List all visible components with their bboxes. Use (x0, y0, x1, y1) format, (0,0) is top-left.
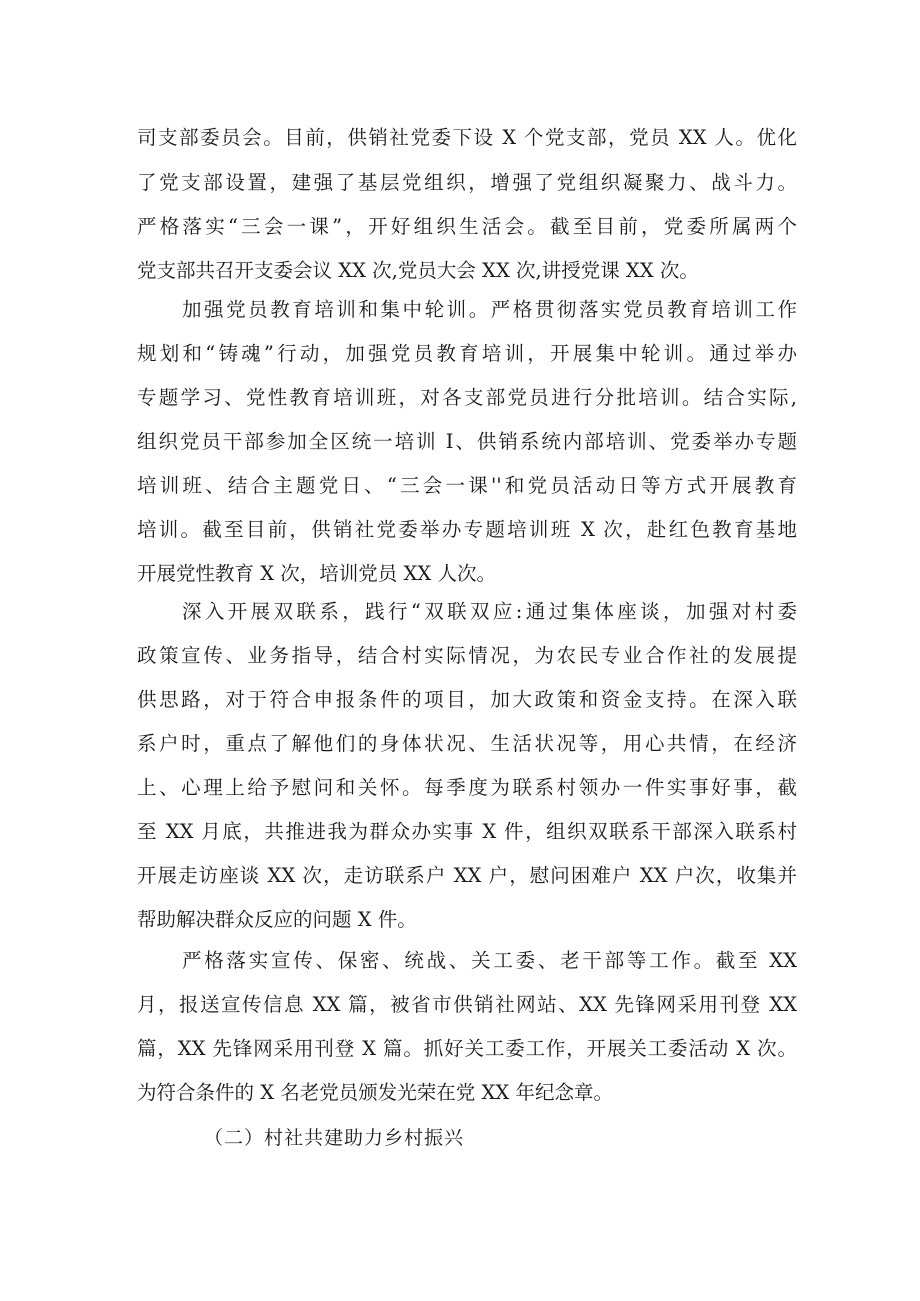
paragraph-2-line-5: 培训班、结合主题党日、“三会一课''和党员活动日等方式开展教育 (137, 474, 797, 497)
paragraph-2-line-7: 开展党性教育 X 次，培训党员 XX 人次。 (137, 562, 496, 585)
section-heading: （二）村社共建助力乡村振兴 (204, 1127, 465, 1149)
paragraph-3-line-7: 开展走访座谈 XX 次，走访联系户 XX 户，慰问困难户 XX 户次，收集并 (137, 864, 797, 887)
paragraph-4-line-4: 为符合条件的 X 名老党员颁发光荣在党 XX 年纪念章。 (137, 1081, 613, 1104)
paragraph-3-line-3: 供思路，对于符合申报条件的项目，加大政策和资金支持。在深入联 (137, 688, 797, 711)
paragraph-4-line-1: 严格落实宣传、保密、统战、关工委、老干部等工作。截至 XX (182, 949, 797, 972)
paragraph-4-line-3: 篇，XX 先锋网采用刊登 X 篇。抓好关工委工作，开展关工委活动 X 次。 (137, 1037, 797, 1060)
paragraph-4-line-2: 月，报送宣传信息 XX 篇，被省市供销社网站、XX 先锋网采用刊登 XX (137, 993, 797, 1016)
paragraph-3-line-5: 上、心理上给予慰问和关怀。每季度为联系村领办一件实事好事，截 (137, 776, 797, 799)
paragraph-3-line-4: 系户时，重点了解他们的身体状况、生活状况等，用心共情，在经济 (137, 732, 797, 755)
paragraph-1-line-3: 严格落实“三会一课”，开好组织生活会。截至目前，党委所属两个 (137, 215, 797, 238)
paragraph-2-line-3: 专题学习、党性教育培训班，对各支部党员进行分批培训。结合实际, (137, 386, 797, 409)
paragraph-3-line-2: 政策宣传、业务指导，结合村实际情况，为农民专业合作社的发展提 (137, 644, 797, 667)
paragraph-1-line-2: 了党支部设置，建强了基层党组织，增强了党组织凝聚力、战斗力。 (137, 171, 797, 194)
paragraph-3-line-6: 至 XX 月底，共推进我为群众办实事 X 件，组织双联系干部深入联系村 (137, 820, 797, 843)
paragraph-2-line-1: 加强党员教育培训和集中轮训。严格贯彻落实党员教育培训工作 (182, 298, 797, 321)
paragraph-3-line-8: 帮助解决群众反应的问题 X 件。 (137, 908, 417, 931)
paragraph-1-line-4: 党支部共召开支委会议 XX 次,党员大会 XX 次,讲授党课 XX 次。 (137, 259, 699, 282)
paragraph-2-line-6: 培训。截至目前，供销社党委举办专题培训班 X 次，赴红色教育基地 (137, 518, 797, 541)
paragraph-3-line-1: 深入开展双联系，践行“双联双应:通过集体座谈，加强对村委 (182, 600, 797, 623)
paragraph-1-line-1: 司支部委员会。目前，供销社党委下设 X 个党支部，党员 XX 人。优化 (137, 126, 797, 149)
paragraph-2-line-4: 组织党员干部参加全区统一培训 I、供销系统内部培训、党委举办专题 (137, 430, 797, 453)
paragraph-2-line-2: 规划和“铸魂”行动，加强党员教育培训，开展集中轮训。通过举办 (137, 342, 797, 365)
